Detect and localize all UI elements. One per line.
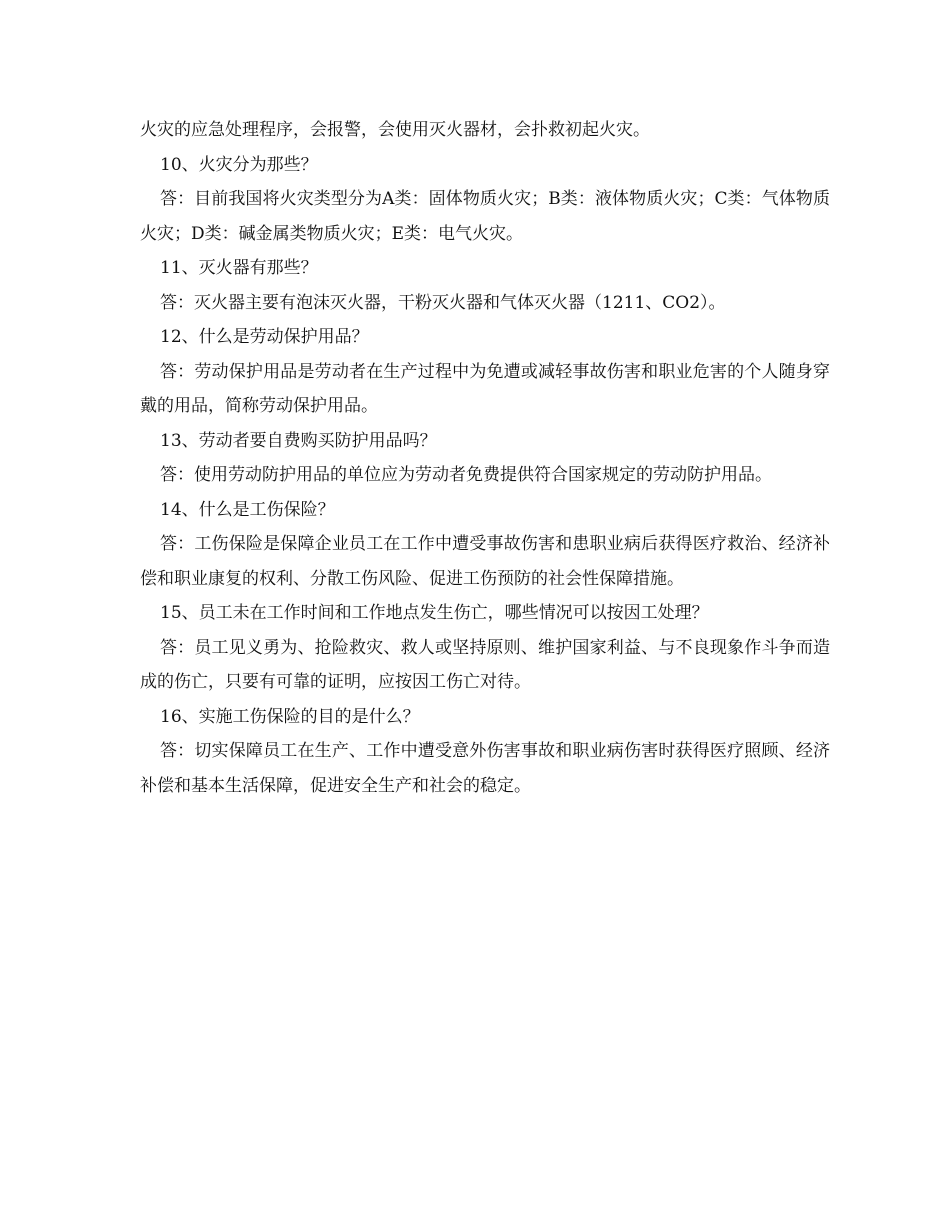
answer-14: 答：工伤保险是保障企业员工在工作中遭受事故伤害和患职业病后获得医疗救治、经济补偿和职业康复的权利、分散工伤风险、促进工伤预防的社会性保障措施。 (140, 534, 830, 589)
document-body (140, 113, 830, 803)
question-15: 15、员工未在工作时间和工作地点发生伤亡，哪些情况可以按因工处理？ (160, 603, 709, 623)
paragraph-continuation: 火灾的应急处理程序，会报警，会使用灭火器材，会扑救初起火灾。 (140, 120, 650, 140)
answer-11: 答：灭火器主要有泡沫灭火器，干粉灭火器和气体灭火器（1211、CO2）。 (160, 292, 726, 313)
question-10: 10、火灾分为那些？ (160, 154, 318, 175)
question-12: 12、什么是劳动保护用品？ (160, 327, 369, 347)
question-11: 11、灭火器有那些？ (160, 258, 318, 278)
answer-15: 答：员工见义勇为、抢险救灾、救人或坚持原则、维护国家利益、与不良现象作斗争而造成的伤亡，只要有可靠的证明，应按因工伤亡对待。 (140, 637, 830, 692)
answer-13: 答：使用劳动防护用品的单位应为劳动者免费提供符合国家规定的劳动防护用品。 (160, 465, 772, 485)
answer-12: 答：劳动保护用品是劳动者在生产过程中为免遭或减轻事故伤害和职业危害的个人随身穿戴的用品，简称劳动保护用品。 (140, 361, 830, 416)
answer-16: 答：切实保障员工在生产、工作中遭受意外伤害事故和职业病伤害时获得医疗照顾、经济补偿和基本生活保障，促进安全生产和社会的稳定。 (140, 741, 830, 796)
question-13: 13、劳动者要自费购买防护用品吗？ (160, 430, 437, 451)
question-14: 14、什么是工伤保险？ (160, 499, 335, 520)
question-16: 16、实施工伤保险的目的是什么？ (160, 706, 420, 727)
answer-10: 答：目前我国将火灾类型分为A类：固体物质火灾；B类：液体物质火灾；C类：气体物质火灾；D类：碱金属类物质火灾；E类：电气火灾。 (140, 189, 830, 244)
